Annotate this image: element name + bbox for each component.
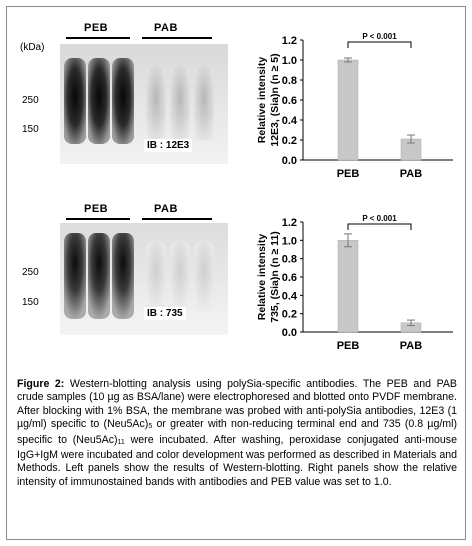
x-tick-label: PAB <box>399 340 423 352</box>
y-tick-label: 0.4 <box>281 290 297 303</box>
kda-unit-label: (kDa) <box>20 42 45 53</box>
x-tick-label: PAB <box>399 168 423 180</box>
significance-label: P < 0.001 <box>362 214 397 223</box>
y-tick-label: 1.2 <box>281 217 297 229</box>
y-tick-label: 0.0 <box>281 327 297 339</box>
antibody-label-735: IB : 735 <box>144 307 186 320</box>
blot-panel-12e3 <box>16 22 226 172</box>
marker-250: 250 <box>22 95 39 106</box>
y-axis-label: 12E3, (Sia)n (n ≥ 5) <box>269 53 281 147</box>
y-axis-label: Relative intensity <box>256 233 268 321</box>
caption-text-2: or greater with non-reducing terminal end and 735 (0.8 µg/ml) specific to (Neu5Ac) <box>17 418 457 446</box>
y-tick-label: 1.0 <box>281 55 297 67</box>
marker-150: 150 <box>22 297 39 308</box>
lane-label-peb: PEB <box>84 22 109 34</box>
significance-label: P < 0.001 <box>362 32 397 41</box>
y-tick-label: 0.4 <box>281 115 297 127</box>
lane-line-pab <box>142 37 212 39</box>
caption-text-1: Western-blotting analysis using polySia-specific antibodies. The PEB and PAB crude samples (10 µg as BSA/lane) were electrophoresed and blotted onto PVDF membrane. After blocking with 1% BSA, the membrane was probed with anti-polySia antibodies, 12E3 (1 µg/ml) specific to (Neu5Ac) <box>17 378 457 431</box>
bar-chart-svg-735 <box>255 210 460 360</box>
bar-peb <box>338 240 358 332</box>
lane-line-peb <box>66 37 130 39</box>
figure-caption <box>17 378 457 489</box>
y-tick-label: 0.2 <box>281 135 297 147</box>
marker-250: 250 <box>22 267 39 278</box>
caption-label: Figure 2: <box>17 378 65 390</box>
significance-bracket <box>348 42 411 48</box>
x-tick-label: PEB <box>336 168 360 180</box>
caption-sub-1: 5 <box>148 423 153 431</box>
y-tick-label: 0.6 <box>281 95 297 107</box>
x-tick-label: PEB <box>336 340 360 352</box>
y-tick-label: 0.2 <box>281 308 297 321</box>
y-tick-label: 1.2 <box>281 35 297 47</box>
caption-text-3: were incubated. After washing, peroxidase conjugated anti-mouse IgG+IgM were incubated and color development was performed as described in Materials and Methods. Left panels show the results of Western-blotting. Right panels show the relative intensity of immunostained bands with antibodies and PEB value was set to 1.0. <box>17 433 457 488</box>
y-tick-label: 1.0 <box>281 235 297 248</box>
caption-sub-2: 11 <box>117 438 125 446</box>
lane-label-peb: PEB <box>84 203 109 215</box>
y-tick-label: 0.6 <box>281 272 297 284</box>
y-tick-label: 0.0 <box>281 155 297 167</box>
bar-chart-12e3 <box>255 28 460 186</box>
y-tick-label: 0.8 <box>281 253 297 266</box>
marker-150: 150 <box>22 124 39 135</box>
bar-chart-735 <box>255 210 460 360</box>
lane-line-peb <box>66 218 130 220</box>
y-axis-label: 735, (Sia)n (n ≥ 11) <box>269 231 281 323</box>
significance-bracket <box>348 224 411 230</box>
blot-panel-735 <box>16 203 226 337</box>
y-tick-label: 0.8 <box>281 75 297 87</box>
y-axis-label: Relative intensity <box>256 56 268 144</box>
bar-chart-svg-12e3 <box>255 28 460 186</box>
lane-label-pab: PAB <box>154 22 178 34</box>
bar-peb <box>338 60 358 160</box>
antibody-label-12e3: IB : 12E3 <box>144 139 192 152</box>
lane-line-pab <box>142 218 212 220</box>
lane-label-pab: PAB <box>154 203 178 215</box>
